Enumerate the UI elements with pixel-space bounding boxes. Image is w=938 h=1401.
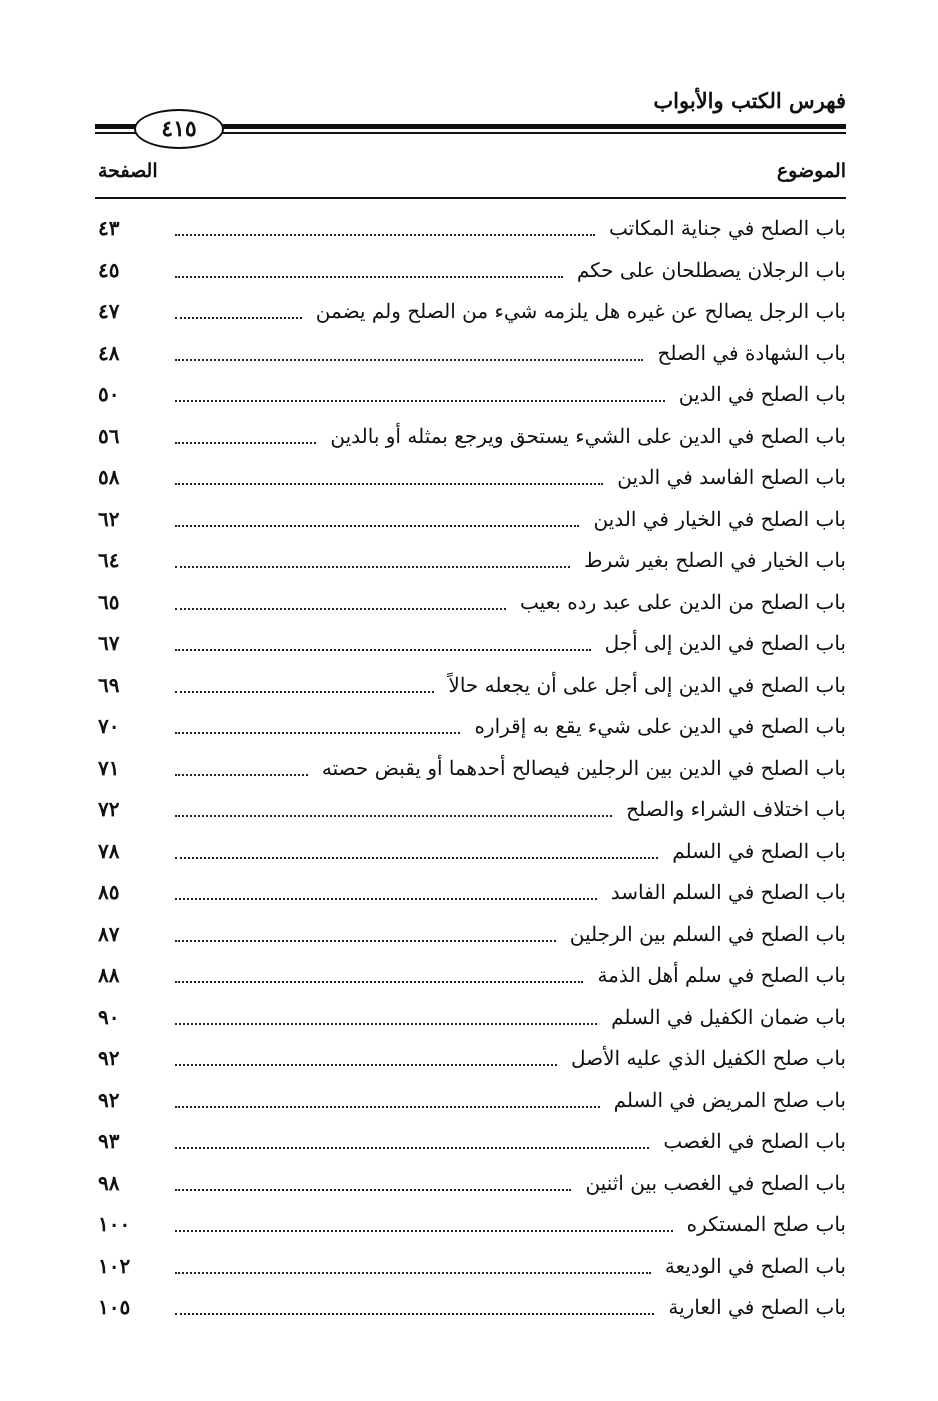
entry-title: باب الصلح في الغصب <box>653 1121 846 1163</box>
entry-title: باب صلح الكفيل الذي عليه الأصل <box>561 1038 846 1080</box>
leader-dots <box>175 234 595 236</box>
leader-dots <box>175 1147 649 1149</box>
index-entry <box>95 1287 846 1329</box>
index-entry <box>95 706 846 748</box>
index-entry <box>95 457 846 499</box>
entry-page-number: ١٠٠ <box>98 1212 131 1236</box>
column-header-page: الصفحة <box>98 160 158 182</box>
leader-dots <box>175 1313 654 1315</box>
entry-title: باب الصلح في سلم أهل الذمة <box>587 955 846 997</box>
entry-title: باب الصلح في الدين <box>669 374 846 416</box>
index-entry <box>95 872 846 914</box>
entry-title: باب الصلح في الدين على شيء يقع به إقراره <box>464 706 846 748</box>
index-entry <box>95 914 846 956</box>
index-entry <box>95 416 846 458</box>
leader-dots <box>175 1272 651 1274</box>
index-entry <box>95 665 846 707</box>
index-entry <box>95 1204 846 1246</box>
index-entry <box>95 1246 846 1288</box>
index-entry <box>95 582 846 624</box>
index-entry <box>95 208 846 250</box>
index-entry <box>95 1080 846 1122</box>
entry-page-number: ٦٤ <box>98 548 120 572</box>
entry-title: باب الصلح في الوديعة <box>655 1246 846 1288</box>
entry-page-number: ٨٨ <box>98 963 120 987</box>
entry-page-number: ٧٢ <box>98 797 120 821</box>
entry-page-number: ٥٦ <box>98 423 120 448</box>
entry-title: باب صلح المستكره <box>677 1204 846 1246</box>
entry-title: باب الصلح في الدين إلى أجل <box>595 623 846 665</box>
entry-title: باب الصلح في جناية المكاتب <box>599 208 846 250</box>
entry-page-number: ٦٧ <box>98 631 120 655</box>
entry-title: باب الصلح في الدين إلى أجل على أن يجعله حالاً <box>438 665 846 707</box>
leader-dots <box>175 1106 600 1108</box>
entry-title: باب الصلح في الدين على الشيء يستحق ويرجع بمثله أو بالدين <box>320 416 846 458</box>
entry-title: باب الخيار في الصلح بغير شرط <box>574 540 846 582</box>
leader-dots <box>175 691 434 693</box>
entry-title: باب الرجل يصالح عن غيره هل يلزمه شيء من الصلح ولم يضمن <box>306 291 846 333</box>
column-header-rule <box>95 197 846 199</box>
running-title: فهرس الكتب والأبواب <box>653 88 846 113</box>
leader-dots <box>175 276 563 278</box>
entry-page-number: ٩٣ <box>98 1129 120 1153</box>
page-number: ٤١٥ <box>161 116 197 142</box>
leader-dots <box>175 898 597 900</box>
index-entry <box>95 748 846 790</box>
leader-dots <box>175 608 506 610</box>
entry-page-number: ٩٨ <box>98 1170 120 1195</box>
entry-page-number: ٤٨ <box>98 340 120 365</box>
leader-dots <box>175 1064 557 1066</box>
leader-dots <box>175 442 316 444</box>
entry-title: باب الصلح في السلم <box>662 831 846 873</box>
leader-dots <box>175 1230 673 1232</box>
leader-dots <box>175 566 570 568</box>
page-number-badge <box>134 109 224 149</box>
entry-title: باب اختلاف الشراء والصلح <box>616 789 846 831</box>
leader-dots <box>175 732 460 734</box>
index-entry <box>95 831 846 873</box>
entry-page-number: ١٠٢ <box>98 1253 131 1278</box>
entry-title: باب الصلح في السلم بين الرجلين <box>560 914 846 956</box>
entry-page-number: ٩٢ <box>98 1046 120 1070</box>
index-entry <box>95 333 846 375</box>
index-entry <box>95 997 846 1039</box>
entry-title: باب الصلح في الغصب بين اثنين <box>575 1163 846 1205</box>
leader-dots <box>175 359 643 361</box>
leader-dots <box>175 400 665 402</box>
entry-page-number: ٩٠ <box>98 1004 120 1029</box>
leader-dots <box>175 981 583 983</box>
index-entry <box>95 789 846 831</box>
entry-page-number: ٧١ <box>98 755 120 780</box>
leader-dots <box>175 317 302 319</box>
entry-page-number: ٩٢ <box>98 1087 120 1112</box>
entry-page-number: ٨٥ <box>98 880 120 904</box>
leader-dots <box>175 525 579 527</box>
index-entry <box>95 374 846 416</box>
entry-page-number: ٤٥ <box>98 257 120 282</box>
entry-page-number: ٨٧ <box>98 921 120 946</box>
index-entry <box>95 540 846 582</box>
leader-dots <box>175 774 308 776</box>
entry-title: باب الصلح في العارية <box>658 1287 846 1329</box>
leader-dots <box>175 483 603 485</box>
entry-page-number: ٦٢ <box>98 506 120 531</box>
entry-page-number: ١٠٥ <box>98 1295 131 1319</box>
entry-title: باب ضمان الكفيل في السلم <box>601 997 846 1039</box>
entry-page-number: ٥٠ <box>98 382 120 406</box>
leader-dots <box>175 815 612 817</box>
entry-title: باب الرجلان يصطلحان على حكم <box>567 250 846 292</box>
entry-page-number: ٧٠ <box>98 714 120 738</box>
index-entry <box>95 250 846 292</box>
index-entry <box>95 1038 846 1080</box>
entry-page-number: ٦٥ <box>98 589 120 614</box>
leader-dots <box>175 940 556 942</box>
entry-title: باب صلح المريض في السلم <box>604 1080 846 1122</box>
index-entry <box>95 291 846 333</box>
entry-title: باب الصلح في السلم الفاسد <box>601 872 846 914</box>
entry-title: باب الصلح من الدين على عبد رده بعيب <box>510 582 846 624</box>
index-entry <box>95 955 846 997</box>
index-entry <box>95 499 846 541</box>
entry-page-number: ٥٨ <box>98 465 120 489</box>
index-entry <box>95 1121 846 1163</box>
leader-dots <box>175 649 591 651</box>
entry-page-number: ٧٨ <box>98 838 120 863</box>
column-header-topic: الموضوع <box>776 160 846 182</box>
index-entry <box>95 1163 846 1205</box>
leader-dots <box>175 1023 597 1025</box>
entry-title: باب الشهادة في الصلح <box>647 333 846 375</box>
entry-title: باب الصلح في الدين بين الرجلين فيصالح أحدهما أو يقبض حصته <box>312 748 846 790</box>
index-entry <box>95 623 846 665</box>
entry-title: باب الصلح في الخيار في الدين <box>583 499 846 541</box>
leader-dots <box>175 1189 571 1191</box>
entry-page-number: ٤٣ <box>98 216 120 240</box>
leader-dots <box>175 857 658 859</box>
entry-page-number: ٦٩ <box>98 672 120 697</box>
entry-title: باب الصلح الفاسد في الدين <box>607 457 846 499</box>
index-entries <box>95 208 846 1329</box>
entry-page-number: ٤٧ <box>98 299 120 323</box>
